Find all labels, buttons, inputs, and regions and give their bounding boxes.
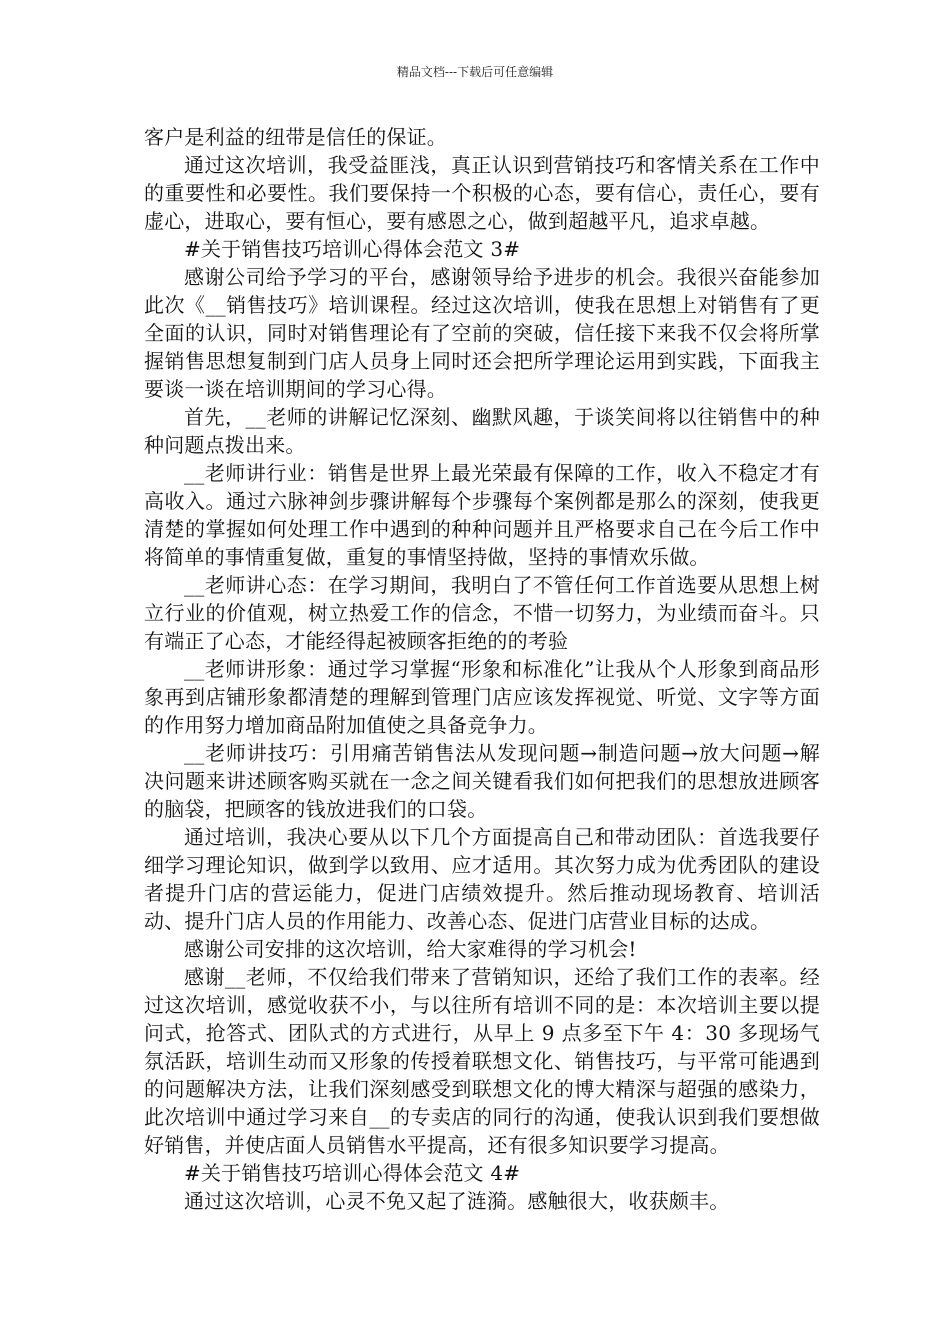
paragraph: __老师讲心态：在学习期间，我明白了不管任何工作首选要从思想上树立行业的价值观，树立热爱工作的信念，不惜一切努力，为业绩而奋斗。只有端正了心态，才能经得起被顾客拒绝的的考验 (144, 573, 820, 653)
paragraph: 通过培训，我决心要从以下几个方面提高自己和带动团队：首选我要仔细学习理论知识，做到学以致用、应才适用。其次努力成为优秀团队的建设者提升门店的营运能力，促进门店绩效提升。然后推动现场教育、培训活动、提升门店人员的作用能力、改善心态、促进门店营业目标的达成。 (144, 825, 820, 933)
paragraph: 感谢公司给予学习的平台，感谢领导给予进步的机会。我很兴奋能参加此次《__销售技巧》培训课程。经过这次培训，使我在思想上对销售有了更全面的认识，同时对销售理论有了空前的突破，信任接下来我不仅会将所掌握销售思想复制到门店人员身上同时还会把所学理论运用到实践，下面我主要谈一谈在培训期间的学习心得。 (144, 265, 820, 401)
paragraph: __老师讲形象：通过学习掌握“形象和标准化”让我从个人形象到商品形象再到店铺形象都清楚的理解到管理门店应该发挥视觉、听觉、文字等方面的作用努力增加商品附加值使之具备竞争力。 (144, 657, 820, 737)
paragraph: 通过这次培训，我受益匪浅，真正认识到营销技巧和客情关系在工作中的重要性和必要性。我们要保持一个积极的心态，要有信心，责任心，要有虚心，进取心，要有恒心，要有感恩之心，做到超越平凡，追求卓越。 (144, 153, 820, 233)
paragraph: 感谢__老师，不仅给我们带来了营销知识，还给了我们工作的表率。经过这次培训，感觉收获不小，与以往所有培训不同的是：本次培训主要以提问式，抢答式、团队式的方式进行，从早上 9 点多至下午 4：30 多现场气氛活跃，培训生动而又形象的传授着联想文化、销售技巧，与平常可能遇到的问题解决方法，让我们深刻感受到联想文化的博大精深与超强的感染力，此次培训中通过学习来自__的专卖店的同行的沟通，使我认识到我们要想做好销售，并使店面人员销售水平提高，还有很多知识要学习提高。 (144, 965, 820, 1157)
paragraph: 首先，__老师的讲解记忆深刻、幽默风趣，于谈笑间将以往销售中的种种问题点拨出来。 (144, 405, 820, 457)
paragraph: 感谢公司安排的这次培训，给大家难得的学习机会! (184, 937, 637, 961)
paragraph: __老师讲技巧：引用痛苦销售法从发现问题→制造问题→放大问题→解决问题来讲述顾客购买就在一念之间关键看我们如何把我们的思想放进顾客的脑袋，把顾客的钱放进我们的口袋。 (144, 741, 820, 821)
paragraph: __老师讲行业：销售是世界上最光荣最有保障的工作，收入不稳定才有高收入。通过六脉神剑步骤讲解每个步骤每个案例都是那么的深刻，使我更清楚的掌握如何处理工作中遇到的种种问题并且严格要求自己在今后工作中将简单的事情重复做，重复的事情坚持做，坚持的事情欢乐做。 (144, 461, 820, 569)
paragraph: 客户是利益的纽带是信任的保证。 (144, 125, 447, 149)
section-heading: #关于销售技巧培训心得体会范文 3# (184, 237, 521, 261)
page-header: 精品文档---下载后可任意编辑 (396, 65, 554, 79)
section-heading: #关于销售技巧培训心得体会范文 4# (184, 1161, 521, 1185)
document-body (144, 123, 820, 1215)
paragraph: 通过这次培训，心灵不免又起了涟漪。感触很大，收获颇丰。 (184, 1189, 730, 1213)
